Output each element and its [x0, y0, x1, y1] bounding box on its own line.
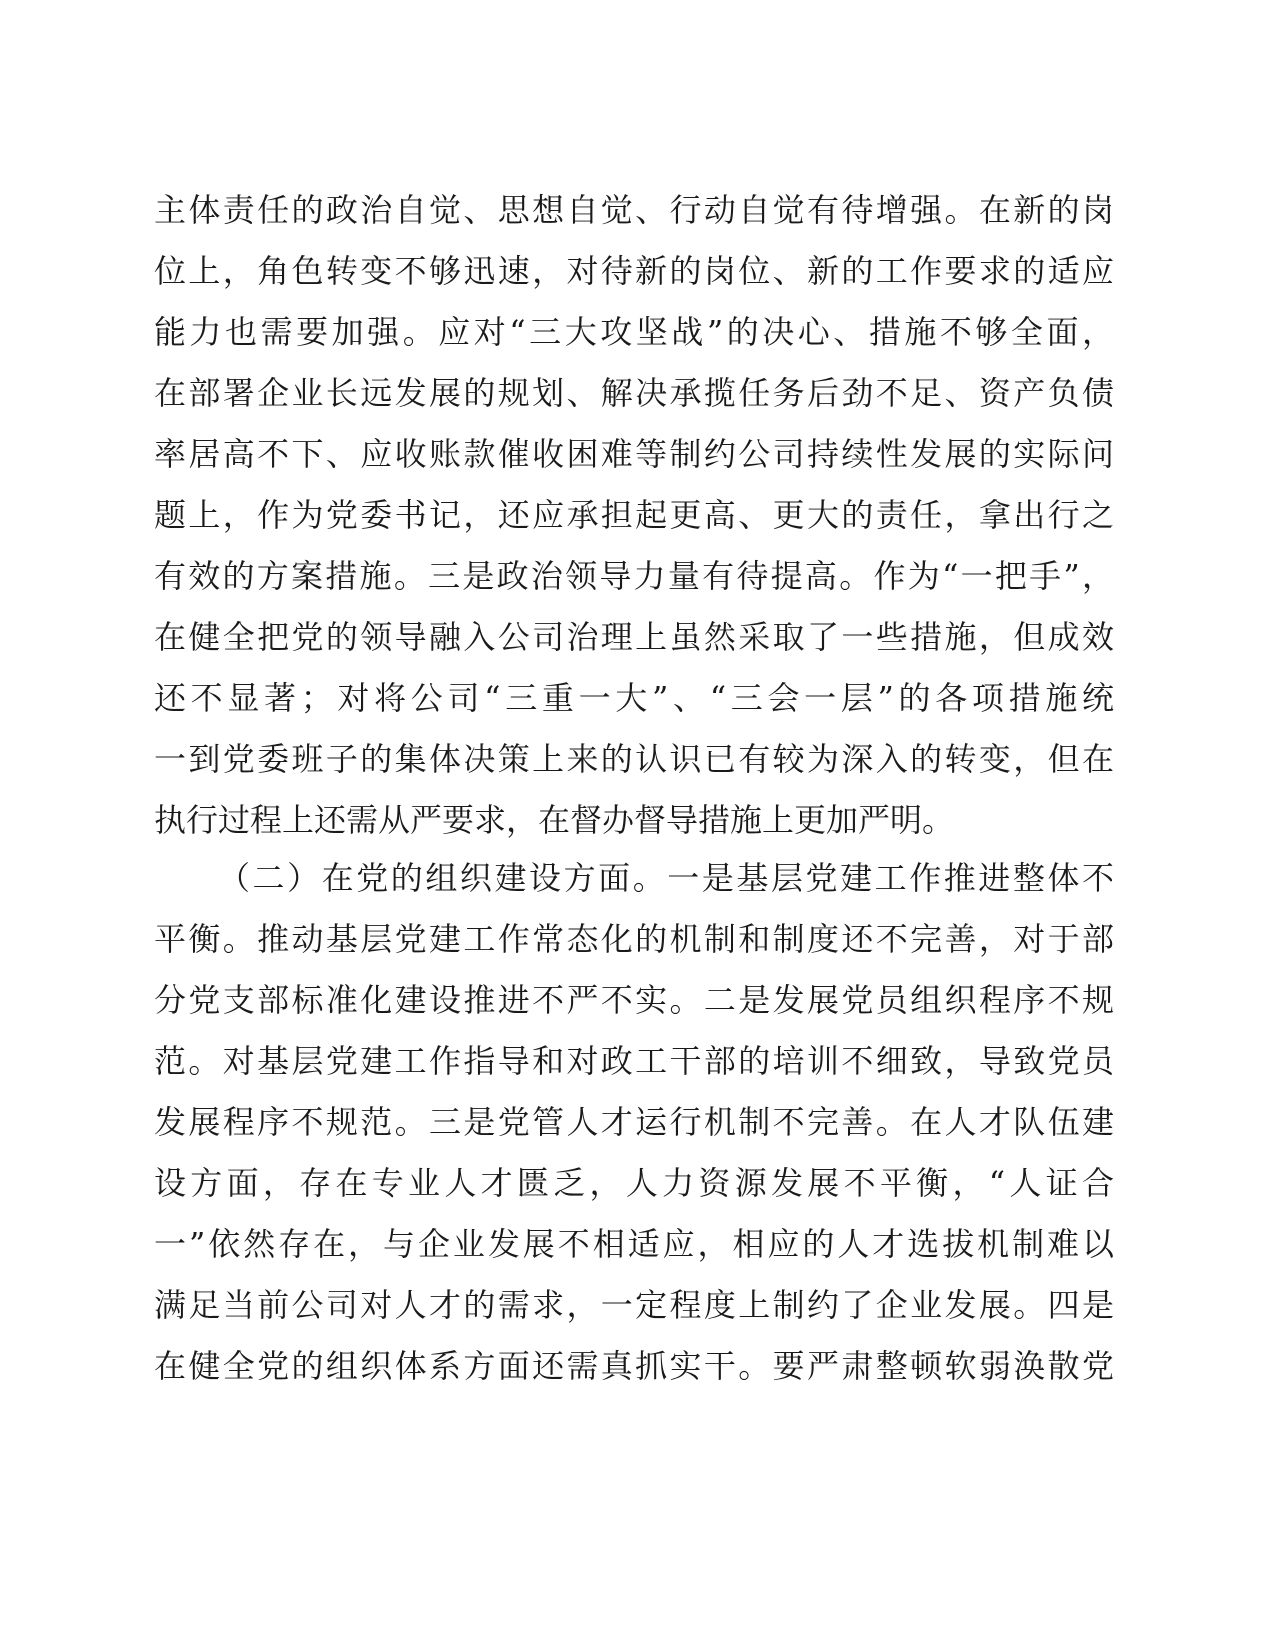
paragraph-political-responsibility	[154, 180, 1114, 851]
paragraph-organization-building	[154, 848, 1114, 1397]
text-line: 一”依然存在，与企业发展不相适应，相应的人才选拔机制难以	[154, 1225, 1114, 1263]
text-line: 满足当前公司对人才的需求，一定程度上制约了企业发展。四是	[154, 1286, 1114, 1324]
text-line: 还不显著；对将公司“三重一大”、“三会一层”的各项措施统	[154, 679, 1114, 717]
text-line: 题上，作为党委书记，还应承担起更高、更大的责任，拿出行之	[154, 496, 1114, 534]
text-line: 平衡。推动基层党建工作常态化的机制和制度还不完善，对于部	[154, 920, 1114, 958]
text-line: 设方面，存在专业人才匮乏，人力资源发展不平衡，“人证合	[154, 1164, 1114, 1202]
text-line: 能力也需要加强。应对“三大攻坚战”的决心、措施不够全面，	[154, 313, 1114, 351]
text-line: 分党支部标准化建设推进不严不实。二是发展党员组织程序不规	[154, 981, 1114, 1019]
text-line: （二）在党的组织建设方面。一是基层党建工作推进整体不	[218, 859, 1114, 897]
text-line: 主体责任的政治自觉、思想自觉、行动自觉有待增强。在新的岗	[154, 191, 1114, 229]
text-line: 率居高不下、应收账款催收困难等制约公司持续性发展的实际问	[154, 435, 1114, 473]
text-line: 在健全党的组织体系方面还需真抓实干。要严肃整顿软弱涣散党	[154, 1347, 1114, 1385]
text-line: 发展程序不规范。三是党管人才运行机制不完善。在人才队伍建	[154, 1103, 1114, 1141]
text-line: 有效的方案措施。三是政治领导力量有待提高。作为“一把手”，	[154, 557, 1114, 595]
text-line: 一到党委班子的集体决策上来的认识已有较为深入的转变，但在	[154, 740, 1114, 778]
text-line: 范。对基层党建工作指导和对政工干部的培训不细致，导致党员	[154, 1042, 1114, 1080]
text-line: 执行过程上还需从严要求，在督办督导措施上更加严明。	[154, 801, 955, 839]
text-line: 在部署企业长远发展的规划、解决承揽任务后劲不足、资产负债	[154, 374, 1114, 412]
text-line: 在健全把党的领导融入公司治理上虽然采取了一些措施，但成效	[154, 618, 1114, 656]
text-line: 位上，角色转变不够迅速，对待新的岗位、新的工作要求的适应	[154, 252, 1114, 290]
